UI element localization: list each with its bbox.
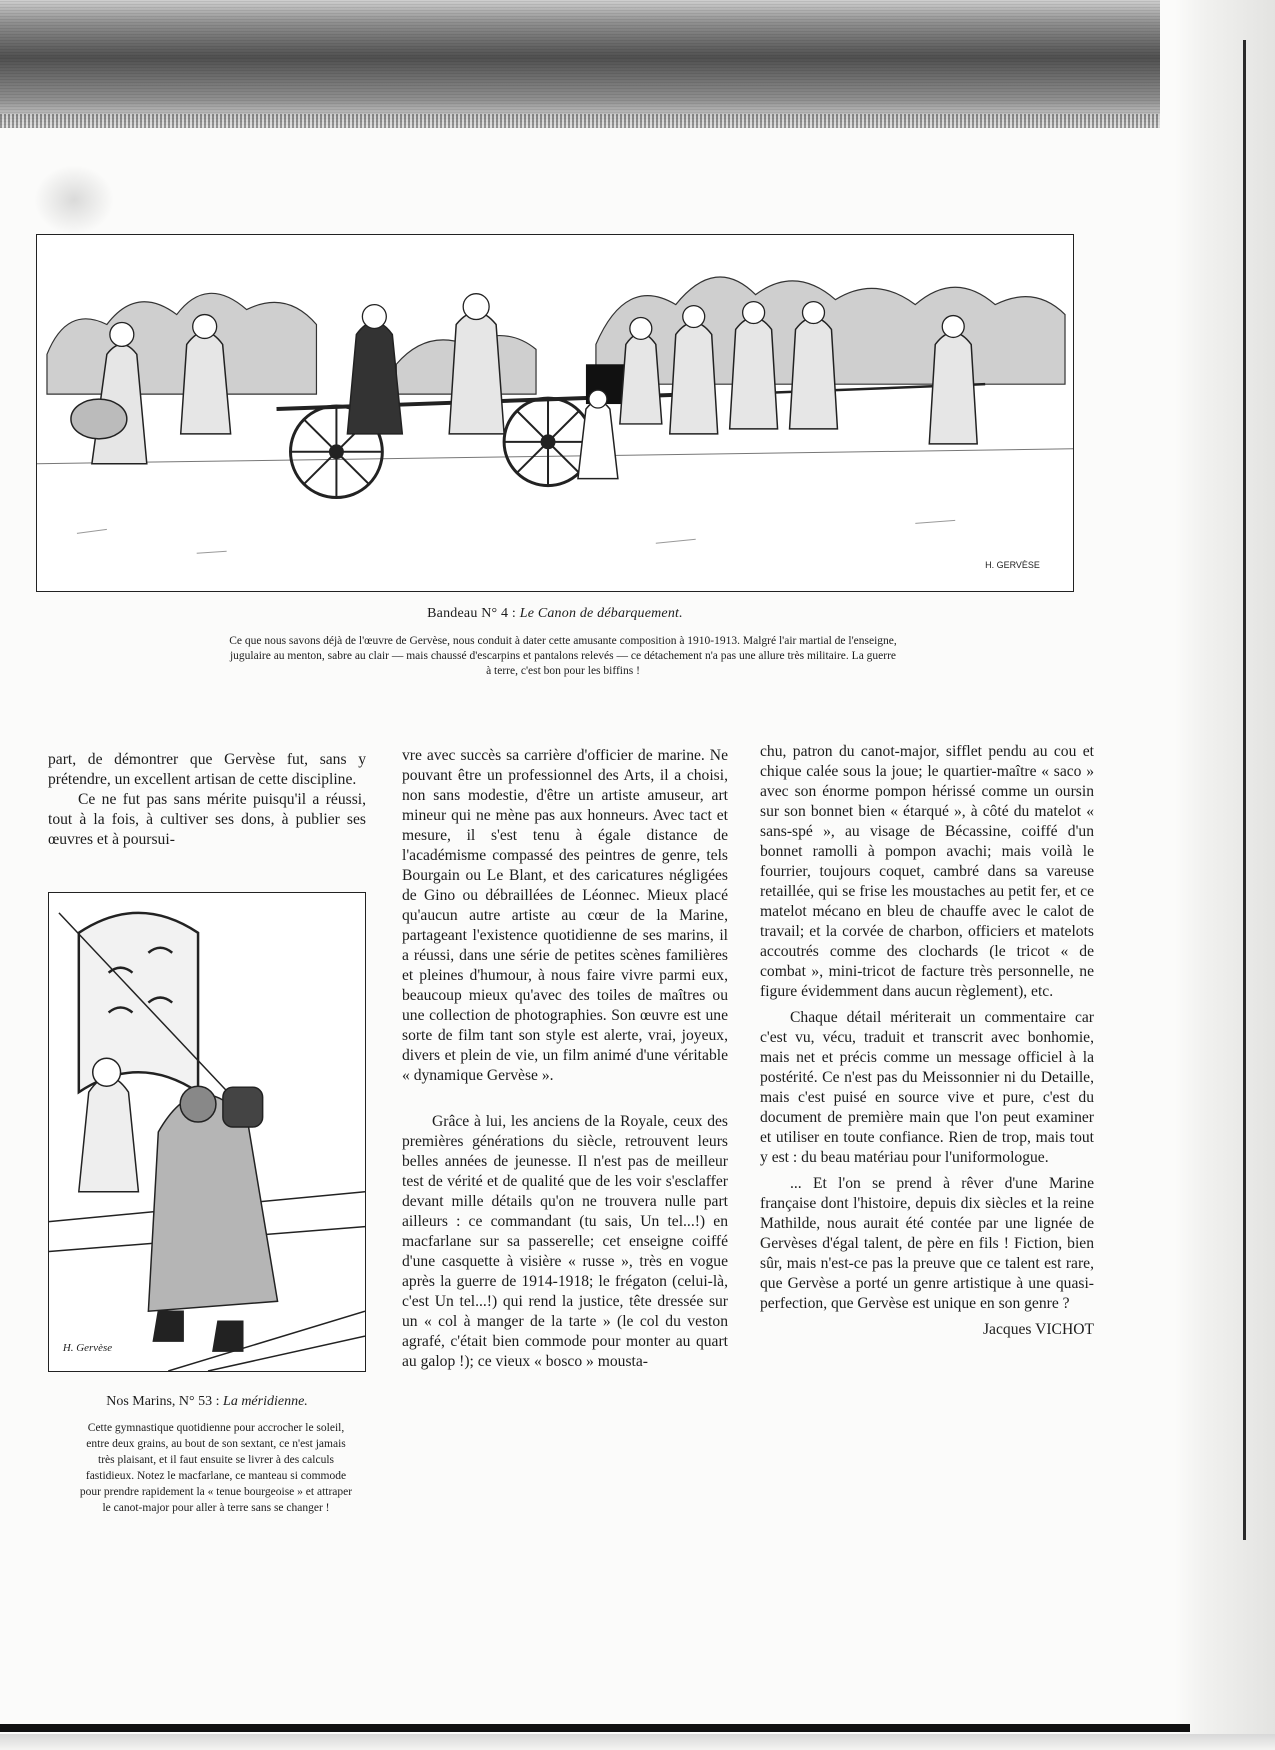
col2-paragraph-1: vre avec succès sa carrière d'officier de marine. Ne pouvant être un professionnel des Arts, il a choisi, non sans modestie, d'être un artiste amuseur, art mineur qui ne mène pas aux honneurs. Avec tact et mesure, il s'est tenu à égale distance de l'académisme compassé des peintres de genre, tels Bourgain ou Le Blant, et des caricatures négligées de Gino ou débraillées de Léonnec. Mieux placé qu'aucun autre artiste au cœur de la Marine, partageant l'existence quotidienne de ses marins, il a réussi, dans une série de petites scènes familières et pleines d'humour, à nous faire vivre parmi eux, beaucoup mieux qu'avec des toiles de maîtres ou une collection de photographies. Son œuvre est une sorte de film tant son style est alerte, vrai, joyeux, divers et plein de vie, un film animé d'une véritable « dynamique Gervèse ». — [402, 747, 728, 1084]
page-bottom-edge — [0, 1734, 1275, 1750]
article-column-3 — [760, 742, 1094, 1340]
photocopy-top-band — [0, 0, 1160, 128]
page-right-edge — [1175, 0, 1275, 1750]
sextant-officer-drawing — [49, 893, 365, 1371]
scan-smudge — [34, 165, 114, 235]
caption-title-italic: Le Canon de débarquement. — [519, 606, 683, 621]
top-illustration-caption-text: Ce que nous savons déjà de l'œuvre de Gervèse, nous conduit à dater cette amusante composition à 1910-1913. Malgré l'air martial de l'enseigne, jugulaire au menton, sabre au clair — mais chaussé d'escarpins et pantalons relevés — ce détachement n'a pas une allure très militaire. La guerre à terre, c'est bon pour les biffins ! — [229, 635, 897, 677]
col2-paragraph-2: Grâce à lui, les anciens de la Royale, ceux des premières générations du siècle, retrouvent leurs belles années de jeunesse. Il n'est pas de meilleur test de vérité et de qualité que de les voir s'esclaffer devant mille détails qu'on ne trouvera nulle part ailleurs : ce commandant (tu sais, Un tel...!) en macfarlane sur sa passerelle; cet enseigne coiffé d'une casquette à visière « russe », très en vogue après la guerre de 1914-1918; le frégaton (celui-là, c'est Un tel...!) qui rend la justice, tête dressée sur un « col à manger de la tarte » (le col du veston agrafé, c'était bien commode pour monter au quart au galop !); ce vieux « bosco » mousta- — [402, 1113, 728, 1370]
col3-paragraph-1: chu, patron du canot-major, sifflet pendu au cou et chique calée sous la joue; le quartier-maître « saco » avec son énorme pompon hérissé comme un oursin sur son bonnet bien « étarqué », à côté du matelot « sans-spé », au visage de Bécassine, coiffé d'un bonnet ramolli à pompon avachi; mais voilà le fourrier, toujours coquet, cambré dans sa vareuse retaillée, qui se frise les moustaches au petit fer, et ce matelot mécano en bleu de chauffe avec le calot de travail; et la corvée de charbon, officiers et matelots accoutrés comme des clochards (le tricot « de combat », mini-tricot de facture très personnelle, ne figure évidemment dans aucun règlement), etc. — [760, 743, 1094, 1000]
side-illustration-caption-text: Cette gymnastique quotidienne pour accrocher le soleil, entre deux grains, au bout de son sextant, ce n'est jamais très plaisant, et il faut ensuite se livrer à des calculs fastidieux. Notez le macfarlane, ce manteau si commode pour prendre rapidement la « tenue bourgeoise » et attraper le canot-major pour aller à terre sans se changer ! — [79, 1422, 353, 1514]
top-illustration — [36, 234, 1074, 592]
article-column-1 — [48, 750, 366, 850]
photocopy-bottom-band — [0, 1724, 1190, 1732]
side-caption-title-italic: La méridienne. — [223, 1394, 308, 1409]
author-signature: Jacques VICHOT — [982, 1321, 1094, 1338]
side-illustration — [48, 892, 366, 1372]
landing-cannon-drawing — [37, 235, 1073, 591]
col3-paragraph-3: ... Et l'on se prend à rêver d'une Marine française dont l'histoire, depuis dix siècles et la reine Mathilde, nous aurait été contée par une lignée de Gervèses d'égal talent, de père en fils ! Fiction, bien sûr, mais n'est-ce pas la preuve que ce talent est rare, que Gervèse a porté un genre artistique à une quasi-perfection, que Gervèse est unique en son genre ? — [760, 1175, 1094, 1312]
col1-paragraph-2: Ce ne fut pas sans mérite puisqu'il a réussi, tout à la fois, à cultiver ses dons, à publier ses œuvres et à poursui- — [48, 791, 366, 848]
col1-paragraph-1: part, de démontrer que Gervèse fut, sans y prétendre, un excellent artisan de cette discipline. — [48, 751, 366, 788]
caption-title-prefix: Bandeau N° 4 : — [427, 606, 520, 621]
side-illustration-signature: H. Gervèse — [62, 1342, 113, 1355]
top-illustration-caption-title — [300, 606, 810, 622]
top-illustration-signature: H. GERVÈSE — [985, 560, 1040, 571]
side-caption-title-prefix: Nos Marins, N° 53 : — [106, 1394, 224, 1409]
article-column-2 — [402, 746, 728, 1372]
col3-paragraph-2: Chaque détail mériterait un commentaire car c'est vu, vécu, traduit et transcrit avec bonhomie, mais net et précis comme un message officiel à la postérité. Ce n'est pas du Meissonnier ni du Detaille, mais c'est puisé en source vive et pure, c'est du document de première main que l'on peut examiner et utiliser en toute confiance. Rien de trop, mais tout y est : du beau matériau pour l'uniformologue. — [760, 1009, 1094, 1166]
side-illustration-caption-title — [48, 1394, 366, 1410]
